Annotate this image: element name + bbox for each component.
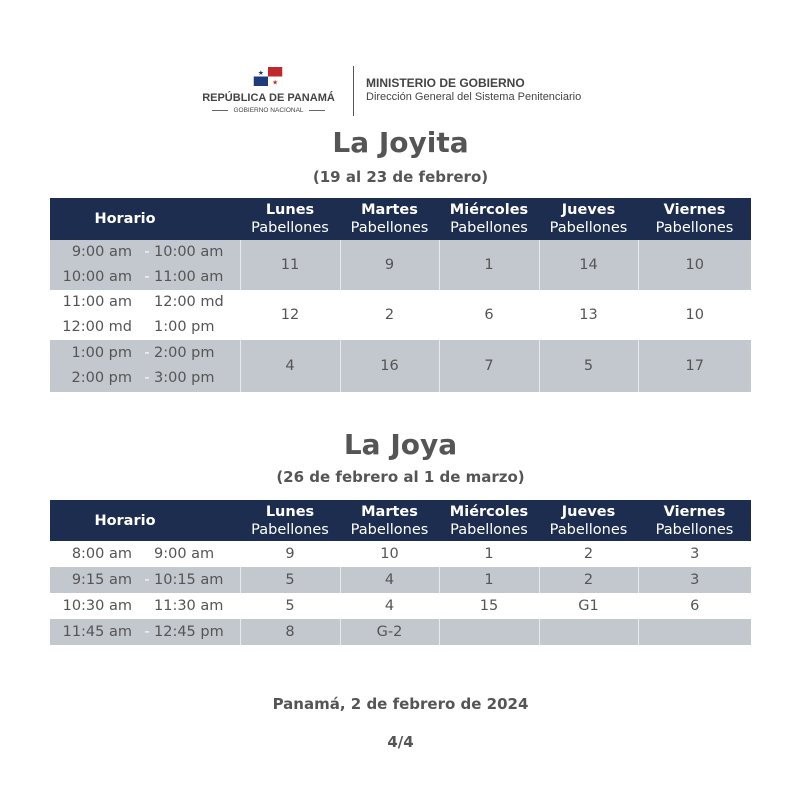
end-time: 12:45 pm — [154, 624, 224, 640]
dash: - — [144, 572, 150, 588]
end-time-line — [140, 315, 240, 340]
pabellon-cell: 13 — [539, 290, 638, 340]
time-end — [140, 340, 240, 392]
day-label: Lunes — [265, 202, 315, 218]
svg-text:★: ★ — [272, 78, 279, 86]
day-label: Martes — [361, 503, 418, 520]
sub-label: Pabellones — [251, 521, 329, 538]
time-end — [140, 290, 240, 340]
sub-label: Pabellones — [251, 220, 329, 236]
pabellon-cell: 16 — [340, 340, 439, 392]
sub-label: Pabellones — [350, 521, 429, 538]
dash: - — [144, 345, 150, 361]
pabellon-cell: 14 — [539, 240, 638, 290]
place-date: Panamá, 2 de febrero de 2024 — [272, 695, 529, 713]
end-time-line — [140, 240, 240, 265]
pabellon-cell: 4 — [240, 340, 340, 392]
end-time: 10:15 am — [154, 572, 224, 588]
header-row — [50, 500, 751, 541]
header-day — [439, 500, 539, 541]
time-start — [50, 619, 140, 645]
pabellon-cell: 2 — [539, 541, 638, 567]
start-time: 2:00 pm — [71, 370, 132, 386]
start-time: 8:00 am — [71, 546, 132, 562]
panama-flag-icon — [253, 67, 283, 86]
end-time-line — [140, 572, 240, 588]
pabellon-cell: 7 — [439, 340, 539, 392]
end-time-line — [140, 290, 240, 315]
svg-text:★: ★ — [257, 69, 264, 78]
direction-name: Dirección General del Sistema Penitenciario — [366, 91, 582, 103]
pabellon-cell: 3 — [638, 541, 751, 567]
time-start — [50, 541, 140, 567]
day-label: Lunes — [265, 503, 315, 520]
pabellon-cell: 10 — [638, 290, 751, 340]
pabellon-cell: 10 — [340, 541, 439, 567]
time-end — [140, 619, 240, 645]
header-day — [240, 198, 340, 240]
sub-label: Pabellones — [655, 220, 734, 236]
header-day — [539, 500, 638, 541]
pabellon-cell: 2 — [340, 290, 439, 340]
header-day — [240, 500, 340, 541]
start-time: 11:45 am — [62, 624, 132, 640]
section-title: La Joyita — [332, 126, 469, 159]
start-time: 9:15 am — [71, 572, 132, 588]
time-start — [50, 290, 140, 340]
pabellon-cell: 1 — [439, 567, 539, 593]
end-time: 1:00 pm — [154, 319, 215, 335]
pabellon-cell: 10 — [638, 240, 751, 290]
header-label: Horario — [94, 211, 156, 227]
end-time: 9:00 am — [154, 546, 215, 562]
pabellon-cell: G-2 — [340, 619, 439, 645]
end-time-line — [140, 624, 240, 640]
time-start — [50, 593, 140, 619]
day-label: Viernes — [663, 503, 726, 520]
end-time-line — [140, 265, 240, 290]
end-time: 3:00 pm — [154, 370, 215, 386]
pabellon-cell: 5 — [240, 593, 340, 619]
dash: - — [144, 244, 150, 260]
end-time-line — [140, 366, 240, 391]
time-end — [140, 593, 240, 619]
dash: - — [144, 624, 150, 640]
time-end — [140, 567, 240, 593]
table-row — [50, 619, 751, 645]
table-row — [50, 593, 751, 619]
pabellon-cell: 6 — [439, 290, 539, 340]
pabellon-cell: 1 — [439, 240, 539, 290]
letterhead — [0, 64, 801, 120]
pabellon-cell: 4 — [340, 567, 439, 593]
header-day — [638, 198, 751, 240]
start-time: 10:00 am — [62, 269, 132, 285]
government-label: GOBIERNO NACIONAL — [196, 107, 341, 114]
pabellon-cell: 15 — [439, 593, 539, 619]
divider — [353, 66, 354, 116]
dash: - — [144, 269, 150, 285]
start-time: 9:00 am — [71, 244, 132, 260]
pabellon-cell — [539, 619, 638, 645]
end-time: 11:30 am — [154, 598, 224, 614]
table-row — [50, 567, 751, 593]
header-row — [50, 198, 751, 240]
table-row — [50, 541, 751, 567]
pabellon-cell: 2 — [539, 567, 638, 593]
start-time: 10:30 am — [62, 598, 132, 614]
day-label: Miércoles — [449, 503, 529, 520]
sub-label: Pabellones — [450, 220, 528, 236]
pabellon-cell: 8 — [240, 619, 340, 645]
schedule-table — [50, 500, 751, 645]
day-label: Jueves — [561, 503, 616, 520]
day-label: Miércoles — [449, 202, 529, 218]
pabellon-cell: 4 — [340, 593, 439, 619]
header-horario — [50, 198, 240, 240]
pabellon-cell: 3 — [638, 567, 751, 593]
header-label: Horario — [94, 512, 156, 529]
end-time-line — [140, 598, 240, 614]
sub-label: Pabellones — [655, 521, 734, 538]
pabellon-cell: 6 — [638, 593, 751, 619]
pabellon-cell: 12 — [240, 290, 340, 340]
end-time: 2:00 pm — [154, 345, 215, 361]
pabellon-cell: G1 — [539, 593, 638, 619]
end-time-line — [140, 546, 240, 562]
start-time: 11:00 am — [62, 294, 132, 310]
pabellon-cell: 5 — [240, 567, 340, 593]
start-time: 12:00 md — [62, 319, 132, 335]
day-label: Jueves — [561, 202, 616, 218]
day-label: Viernes — [663, 202, 726, 218]
time-end — [140, 240, 240, 290]
pabellon-cell: 1 — [439, 541, 539, 567]
schedule-table — [50, 198, 751, 392]
sub-label: Pabellones — [549, 521, 628, 538]
time-start — [50, 567, 140, 593]
republic-name: REPÚBLICA DE PANAMÁ — [202, 92, 335, 104]
end-time: 10:00 am — [154, 244, 224, 260]
header-horario — [50, 500, 240, 541]
sub-label: Pabellones — [350, 220, 429, 236]
pabellon-cell: 9 — [240, 541, 340, 567]
header-day — [539, 198, 638, 240]
pabellon-cell: 5 — [539, 340, 638, 392]
day-label: Martes — [361, 202, 418, 218]
section-subtitle: (19 al 23 de febrero) — [312, 168, 489, 186]
end-time: 12:00 md — [154, 294, 224, 310]
table-row — [50, 240, 751, 290]
table-row — [50, 290, 751, 340]
sub-label: Pabellones — [450, 521, 528, 538]
pabellon-cell: 17 — [638, 340, 751, 392]
time-end — [140, 541, 240, 567]
header-day — [638, 500, 751, 541]
sub-label: Pabellones — [549, 220, 628, 236]
start-time: 1:00 pm — [71, 345, 132, 361]
end-time-line — [140, 341, 240, 366]
header-day — [340, 500, 439, 541]
pabellon-cell — [439, 619, 539, 645]
section-subtitle: (26 de febrero al 1 de marzo) — [276, 468, 525, 486]
ministry-name: MINISTERIO DE GOBIERNO — [366, 76, 525, 90]
pabellon-cell: 9 — [340, 240, 439, 290]
header-day — [340, 198, 439, 240]
pabellon-cell — [638, 619, 751, 645]
time-start — [50, 240, 140, 290]
dash: - — [144, 370, 150, 386]
pabellon-cell: 11 — [240, 240, 340, 290]
end-time: 11:00 am — [154, 269, 224, 285]
table-row — [50, 340, 751, 392]
header-day — [439, 198, 539, 240]
section-title: La Joya — [343, 428, 458, 461]
page-number: 4/4 — [387, 733, 414, 751]
time-start — [50, 340, 140, 392]
